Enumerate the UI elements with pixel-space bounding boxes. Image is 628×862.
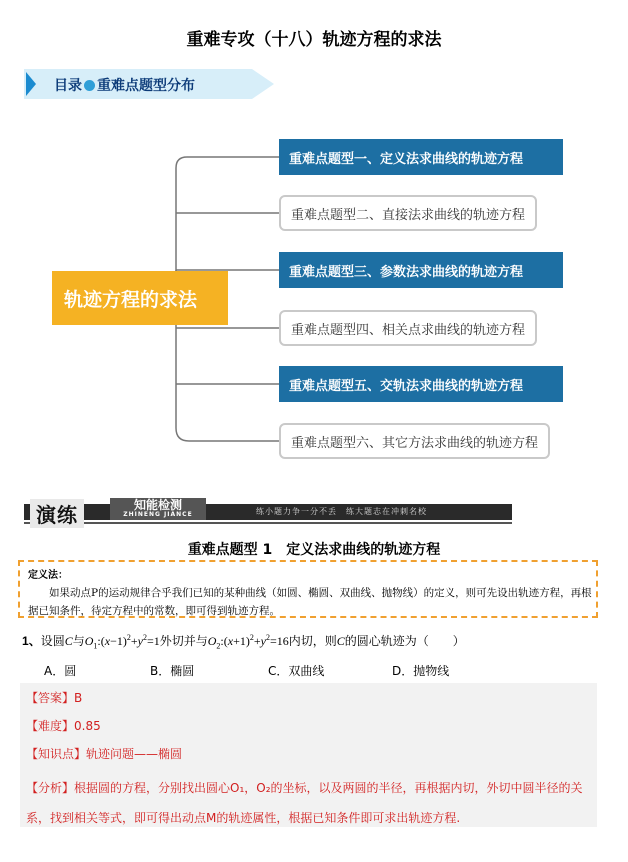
option-d[interactable]: D．抛物线 xyxy=(392,664,450,678)
definition-text: 如果动点P的运动规律合乎我们已知的某种曲线（如圆、椭圆、双曲线、抛物线）的定义，则可先设出轨迹方程，再根据已知条件，待定方程中的常数，即可得到轨迹方程。 xyxy=(28,587,592,617)
practice-tag xyxy=(110,498,206,520)
knowledge-line: 【知识点】轨迹问题——椭圆 xyxy=(26,747,183,761)
definition-label: 定义法： xyxy=(28,570,68,581)
toc-subtitle: 重难点题型分布 xyxy=(97,78,195,94)
definition-box xyxy=(18,560,598,618)
practice-tag-text: 知能检测 xyxy=(133,498,182,512)
answer-panel xyxy=(20,683,597,827)
question-1: 1、设圆C与$O_1:(x-1)^2+y^2=1$外切并与$O_2:(x+1)^2+y^2=16$内切，则C的圆心轨迹为（ ） xyxy=(22,633,465,651)
option-a[interactable]: A．圆 xyxy=(44,664,77,678)
option-c[interactable]: C．双曲线 xyxy=(268,664,325,678)
branch-type-6: 重难点题型六、其它方法求曲线的轨迹方程 xyxy=(279,423,550,459)
practice-banner xyxy=(24,498,512,527)
bullet-dot-icon xyxy=(84,80,95,91)
option-b[interactable]: B．椭圆 xyxy=(150,664,195,678)
branch-type-5: 重难点题型五、交轨法求曲线的轨迹方程 xyxy=(279,366,563,402)
answer-line: 【答案】B xyxy=(26,691,83,705)
banner-underline xyxy=(24,522,512,524)
branch-type-3: 重难点题型三、参数法求曲线的轨迹方程 xyxy=(279,252,563,288)
toc-label: 目录 xyxy=(54,78,82,94)
branch-type-2: 重难点题型二、直接法求曲线的轨迹方程 xyxy=(279,195,537,231)
section-title: 重难点题型 1 定义法求曲线的轨迹方程 xyxy=(187,542,441,558)
practice-tag-pinyin: ZHINENG JIANCE xyxy=(123,511,193,518)
difficulty-line: 【难度】0.85 xyxy=(26,719,101,733)
mindmap-root: 轨迹方程的求法 xyxy=(52,271,228,325)
practice-title: 演练 xyxy=(30,499,84,528)
analysis-text: 【分析】根据圆的方程，分别找出圆心O₁，O₂的坐标，以及两圆的半径，再根据内切，外切中圆半径的关系，找到相关等式，即可得出动点M的轨迹属性，根据已知条件即可求出轨迹方程. xyxy=(26,781,583,825)
question-number: 1 xyxy=(22,634,29,648)
toc-heading xyxy=(54,75,195,95)
practice-motto: 练小题力争一分不丢 练大题志在冲刺名校 xyxy=(256,507,427,516)
branch-type-1: 重难点题型一、定义法求曲线的轨迹方程 xyxy=(279,139,563,175)
document-title: 重难专攻（十八）轨迹方程的求法 xyxy=(186,30,442,50)
toc-banner xyxy=(24,69,274,99)
branch-type-4: 重难点题型四、相关点求曲线的轨迹方程 xyxy=(279,310,537,346)
